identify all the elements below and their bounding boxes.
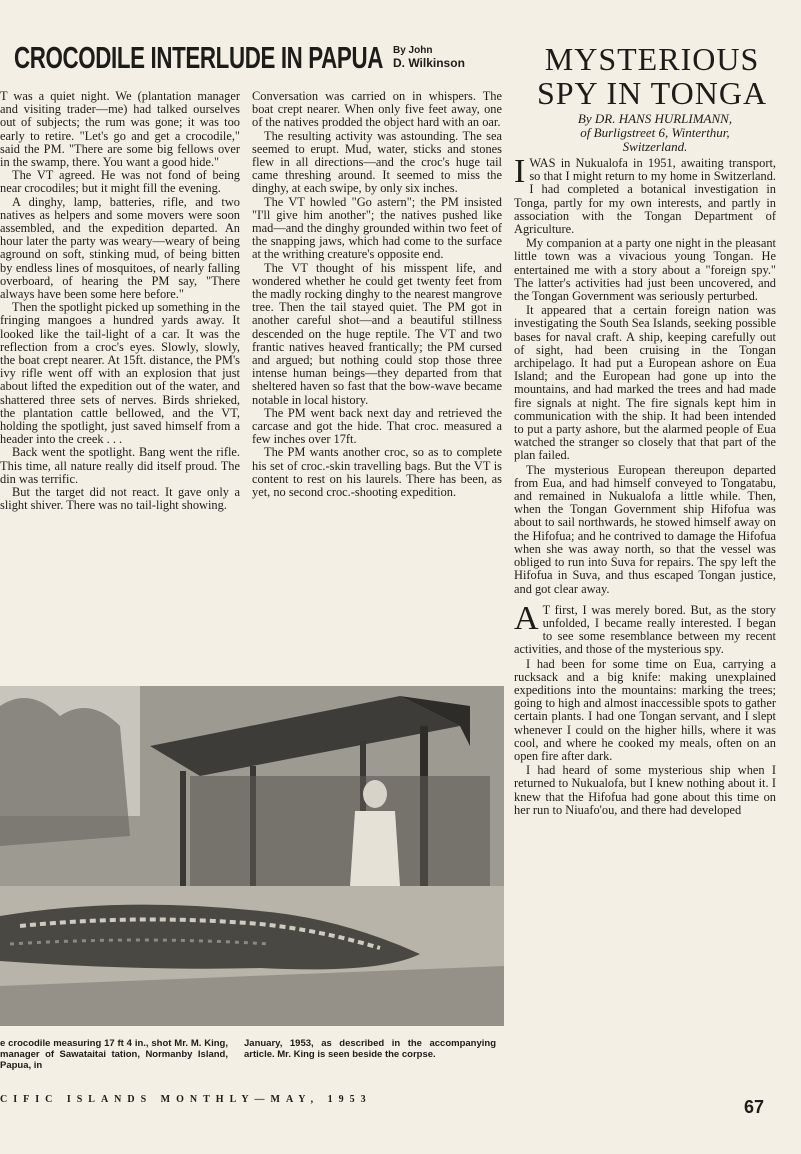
paragraph: A dinghy, lamp, batteries, rifle, and two natives as helpers and some movers were soon assembled, and the expedition departed. An hour later the party was weary—weary of being aground on soft, stinking mud, of being bitten by endless lines of mosquitoes, of nearly falling overboard, of hearing the PM say, "There always have been some here before." <box>0 194 240 302</box>
page-number: 67 <box>744 1097 765 1117</box>
paragraph-text: T first, I was merely bored. But, as the story unfolded, I became really interested. I began to see some resemblance between my recent activities, and those of the mysterious spy. <box>514 602 776 657</box>
running-footer: CIFIC ISLANDS MONTHLY—MAY, 1953 <box>0 1094 372 1105</box>
byline-by: By John <box>393 45 433 56</box>
paragraph: The VT howled "Go astern"; the PM insisted "I'll give him another"; the natives pushed like mad—and the dinghy grounded within two feet of the snapping jaws, which had come to the surface at the writhing creature's opposite end. <box>252 194 502 262</box>
crocodile-photograph <box>0 686 504 1026</box>
paragraph: It appeared that a certain foreign nation was investigating the South Sea Islands, seeking possible bases for naval craft. A ship, keeping carefully out of sight, had been cruising in the Tongan archipelago. It had put a European ashore on Eua Island; and the European had gone up into the mountains, and had marked the trees and had made fire signals at night. The fire signals kept him in communication with the ship. It had been intended to put a party ashore, but the alarmed people of Eua watched the stranger so closely that that part of the plan failed. <box>514 303 776 463</box>
paragraph: The mysterious European thereupon departed from Eua, and had himself conveyed to Tongatabu, and remained in Nukualofa a little while. Then, when the Tongan Government ship Hifofua was about to sail northwards, he stowed himself away on the Hifofua; and he contrived to damage the Hifofua when she was away north, so that the vessel was obliged to run into Suva for repairs. The spy left the Hifofua in Suva, and thus escaped Tongan justice, and got clear away. <box>514 462 776 596</box>
right-article-column <box>514 153 776 818</box>
paragraph: The VT agreed. He was not fond of being near crocodiles; but it might fill the evening. <box>0 168 240 196</box>
paragraph-text: WAS in Nukualofa in 1951, awaiting transport, so that I might return to my home in Switzerland. I had completed a botanical investigation in Tonga, partly for my own interests, and partly in association with the Tongan Department of Agriculture. <box>514 156 776 237</box>
drop-cap: A <box>514 599 539 637</box>
paragraph: Back went the spotlight. Bang went the rifle. This time, all nature really did itself proud. The din was terrific. <box>0 445 240 486</box>
paragraph: But the target did not react. It gave only a slight shiver. There was no tail-light showing. <box>0 485 240 513</box>
left-article-headline: CROCODILE INTERLUDE IN PAPUA <box>14 40 383 75</box>
photo-illustration <box>0 686 504 1026</box>
paragraph: My companion at a party one night in the pleasant little town was a vivacious young Tongan. He entertained me with a story about a "foreign spy." The latter's activities had just been uncovered, and the Tongan Government was seriously perturbed. <box>514 236 776 304</box>
photo-caption-left: e crocodile measuring 17 ft 4 in., shot Mr. M. King, manager of Sawataitai tation, Normanby Island, Papua, in <box>0 1038 228 1071</box>
byline-author: D. Wilkinson <box>393 56 465 70</box>
paragraph: The PM went back next day and retrieved the carcase and got the hide. That croc. measured a few inches over 17ft. <box>252 405 502 447</box>
right-article-headline: MYSTERIOUS SPY IN TONGA <box>536 41 768 111</box>
left-article-column-1 <box>0 90 240 513</box>
paragraph: I had heard of some mysterious ship when I returned to Nukualofa, but I knew nothing about it. I knew that the Hifofua had gone about this time on her run to Niuafo'ou, and there had developed <box>514 763 776 817</box>
drop-cap: I <box>514 153 526 190</box>
paragraph: Conversation was carried on in whispers. The boat crept nearer. When only five feet away, one of the natives prodded the object hard with an oar. <box>252 89 502 130</box>
paragraph: I had been for some time on Eua, carrying a rucksack and a big knife: making unexplained expeditions into the mountains: marking the trees; going to high and almost inaccessible spots to gather certain plants. I had one Tongan servant, and I slept whenever I could on the higher hills, where it was cool, and where he cooked my meals, often on an open fire after dark. <box>514 656 776 763</box>
paragraph: The VT thought of his misspent life, and wondered whether he could get twenty feet from the madly rocking dinghy to the nearest mangrove tree. Then the tail stayed quiet. The PM got in another careful shot—and a beautiful stillness descended on the huge reptile. The VT and two frantic natives heaved frantically; the PM cursed and argued; but nothing could stop those three intense human beings—they departed from that sheltered haven so fast that the bow-wave became notable in local history. <box>252 260 502 407</box>
paragraph: T was a quiet night. We (plantation manager and visiting trader—me) had talked ourselves out of subjects; the rum was gone; it was too early to retire. "Let's go and get a crocodile," said the PM. "There are some big fellows over in the swamp, there. You want a good hide." <box>0 89 240 170</box>
photo-caption-right: January, 1953, as described in the accompanying article. Mr. King is seen beside the corpse. <box>244 1038 496 1060</box>
byline-line-3: Switzerland. <box>622 139 688 154</box>
left-article-column-2 <box>252 90 502 499</box>
paragraph: The PM wants another croc, so as to complete his set of croc.-skin travelling bags. But the VT is content to rest on his laurels. There has been, as yet, no second croc.-shooting expedition. <box>252 445 502 500</box>
paragraph: The resulting activity was astounding. The sea seemed to erupt. Mud, water, sticks and stones flew in all directions—and the croc's huge tail came threshing around. It seemed to miss the dinghy, at each swipe, by only six inches. <box>252 128 502 196</box>
left-article-byline <box>393 44 491 70</box>
byline-line-2: of Burligstreet 6, Winterthur, <box>580 125 730 140</box>
right-article-byline <box>520 112 790 154</box>
paragraph <box>514 153 776 237</box>
byline-line-1: By DR. HANS HURLIMANN, <box>577 111 733 126</box>
paragraph <box>514 599 776 657</box>
paragraph: Then the spotlight picked up something in the fringing mangoes a hundred yards away. It looked like the tail-light of a car. It was the reflection from a croc's eyes. Slowly, slowly, the boat crept nearer. At 15ft. distance, the PM's ivy rifle went off with an explosion that just about lifted the expedition out of the water, and shattered three sets of nerves. Birds shrieked, the plantation cattle bellowed, and the VT, holding the spotlight, just saved himself from a header into the creek . . . <box>0 300 240 447</box>
